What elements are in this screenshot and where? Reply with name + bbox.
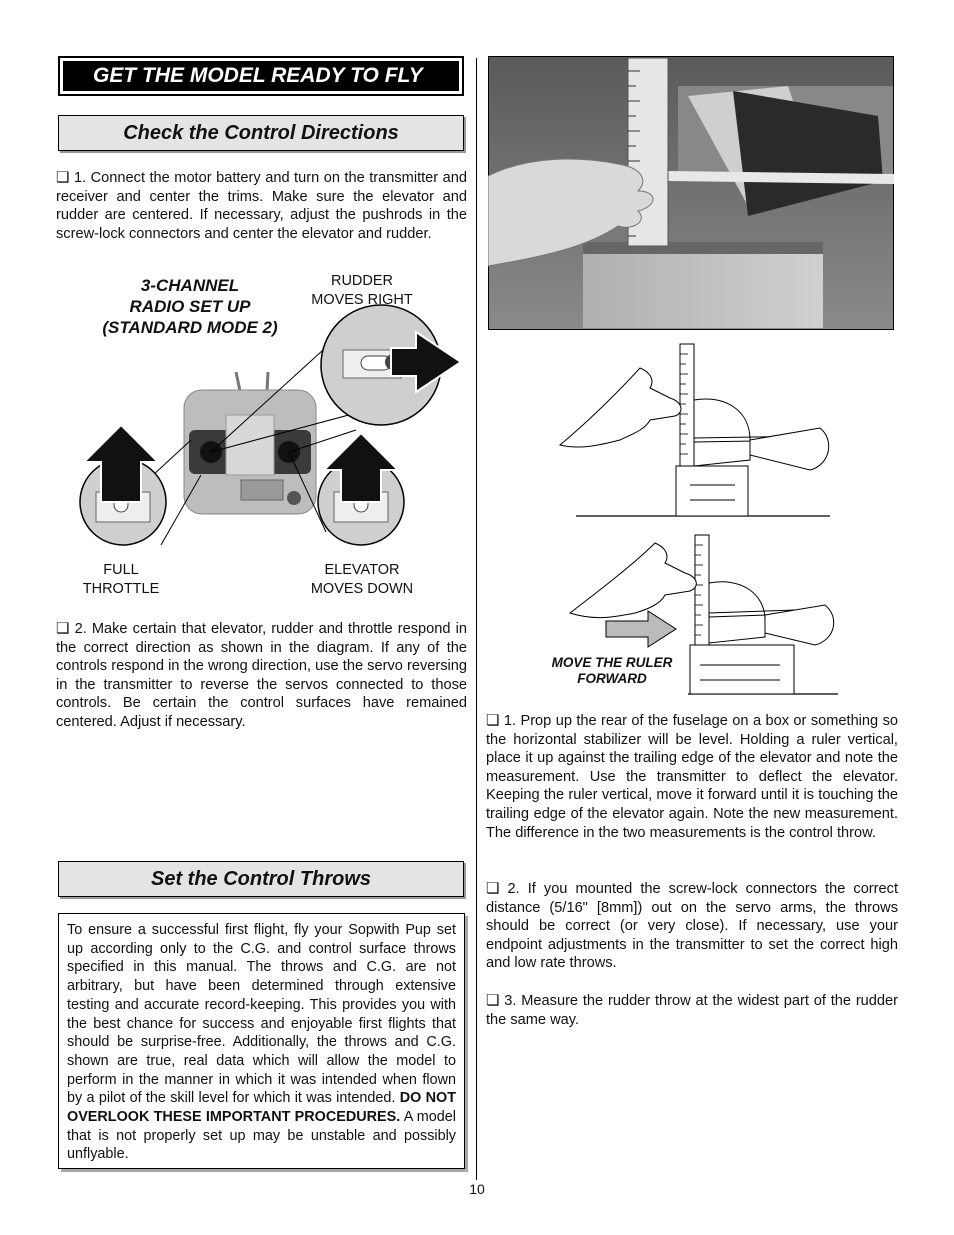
- ruler-icon: [680, 344, 694, 466]
- checkbox-icon[interactable]: ❏: [56, 169, 70, 186]
- notice-box: [58, 913, 465, 1169]
- rudder-label-line-2: MOVES RIGHT: [311, 292, 413, 308]
- left-step-1: [56, 169, 467, 243]
- elevator-stick-icon: [318, 433, 404, 545]
- hand-icon: [570, 543, 696, 618]
- right-step-3: [486, 992, 898, 1029]
- main-title-box: [58, 56, 464, 96]
- radio-title-line-3: (STANDARD MODE 2): [102, 318, 278, 337]
- right-step-1: [486, 712, 898, 842]
- elevator-label-line-1: ELEVATOR: [324, 562, 400, 578]
- transmitter-icon: [184, 372, 316, 514]
- right-step-2: [486, 880, 898, 973]
- ruler-photo: [488, 56, 894, 330]
- section-title-control-throws: Set the Control Throws: [58, 861, 464, 897]
- right-step-1-text: 1. Prop up the rear of the fuselage on a box or something so the horizontal stabilizer will be level. Holding a ruler vertical, place it up against the trailing edge of the elevator and note the measurement. Use the transmitter to deflect the elevator. Keeping the ruler vertical, move it forward until it is touching the trailing edge of the elevator again. Note the new measurement. The difference in the two measurements is the control throw.: [486, 713, 898, 841]
- left-step-2-text: 2. Make certain that elevator, rudder and throttle respond in the correct direction as shown in the diagram. If any of the controls respond in the wrong direction, use the servo reversing in the transmitter to reverse the servos connected to those controls. Be certain the control surfaces have remained centered. Adjust if necessary.: [56, 621, 467, 730]
- right-step-3-text: 3. Measure the rudder throw at the widest part of the rudder the same way.: [486, 993, 898, 1028]
- ruler-caption-line-2: FORWARD: [577, 671, 647, 686]
- throttle-label-line-1: FULL: [103, 562, 139, 578]
- checkbox-icon[interactable]: ❏: [486, 712, 500, 729]
- rudder-stick-icon: [321, 305, 461, 425]
- section-title-check-directions: Check the Control Directions: [58, 115, 464, 151]
- main-title: GET THE MODEL READY TO FLY: [63, 61, 459, 91]
- ruler-caption: [533, 655, 691, 687]
- left-step-1-text: 1. Connect the motor battery and turn on the transmitter and receiver and center the trims. Make sure the elevator and rudder are centered. If necessary, adjust the pushrods in the screw-lock connectors and center the elevator and rudder.: [56, 170, 468, 242]
- ruler-diagram-neutral: [550, 340, 840, 520]
- elevator-label-line-2: MOVES DOWN: [310, 581, 414, 597]
- throttle-label-line-2: THROTTLE: [82, 581, 160, 597]
- throttle-label: [60, 561, 182, 599]
- ruler-icon: [695, 535, 709, 645]
- checkbox-icon[interactable]: ❏: [486, 992, 500, 1009]
- notice-text: To ensure a successful first flight, fly your Sopwith Pup set up according only to the C.G. and control surface throws specified in this manual. The throws and C.G. are not arbitrary, but have been determined through extensive testing and accurate record-keeping. This provides you with the best chance for success and enjoyable first flights that should be surprise-free. Additionally, the throws and C.G. shown are true, real data which will allow the model to perform in the manner in which it was intended when flown by a pilot of the skill level for which it was intended.: [67, 922, 456, 1107]
- radio-diagram-title: [75, 275, 305, 338]
- left-step-2: [56, 620, 467, 732]
- ruler-diagram-neutral-graphic: [550, 340, 840, 520]
- page-number: 10: [469, 1181, 485, 1197]
- radio-title-line-2: RADIO SET UP: [129, 297, 251, 316]
- hand-icon: [560, 368, 681, 447]
- elevator-label: [292, 561, 432, 599]
- rudder-label: [292, 272, 432, 310]
- right-step-2-text: 2. If you mounted the screw-lock connectors the correct distance (5/16" [8mm]) out on the servo arms, the throws should be correct (or very close). If necessary, use your endpoint adjustments in the transmitter to set the correct high and low rate throws.: [486, 881, 898, 972]
- ruler-photo-graphic: [488, 56, 894, 330]
- checkbox-icon[interactable]: ❏: [56, 620, 70, 637]
- radio-title-line-1: 3-CHANNEL: [140, 276, 240, 295]
- column-divider: [476, 58, 477, 1180]
- checkbox-icon[interactable]: ❏: [486, 880, 500, 897]
- notice-warning: DO NOT OVERLOOK THESE IMPORTANT PROCEDURES.: [67, 1090, 456, 1126]
- rudder-label-line-1: RUDDER: [330, 273, 394, 289]
- notice-text-end: A model that is not properly set up may be unstable and possibly unflyable.: [67, 1109, 457, 1163]
- ruler-caption-line-1: MOVE THE RULER: [551, 655, 673, 670]
- throttle-stick-icon: [80, 425, 166, 545]
